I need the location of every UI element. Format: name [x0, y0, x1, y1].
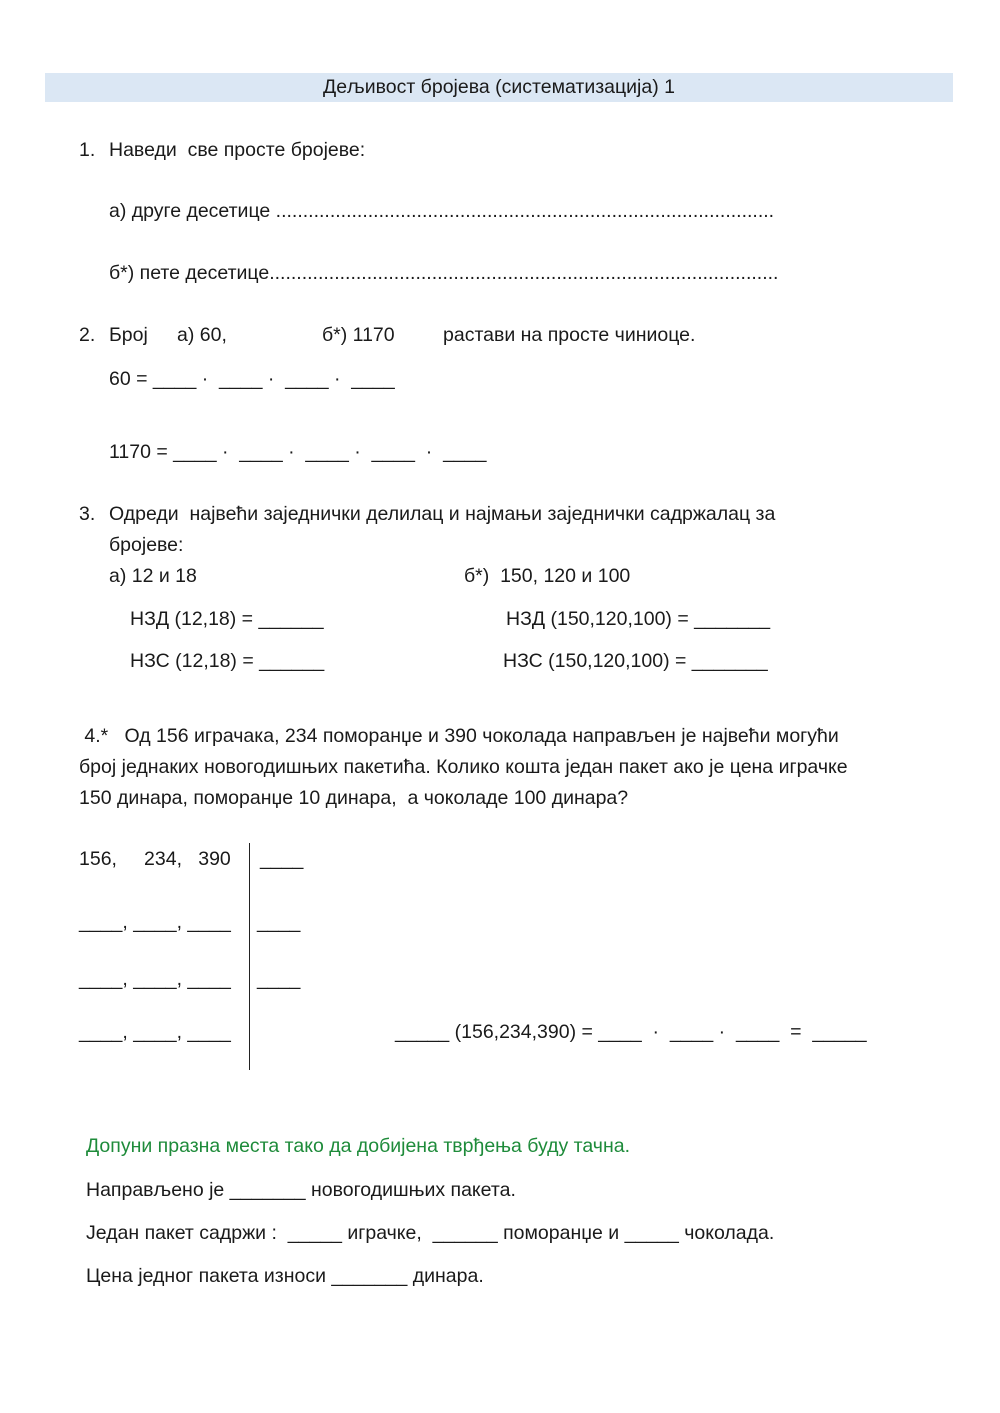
q4-result-formula: _____ (156,234,390) = ____ · ____ · ____ = _____	[395, 1021, 867, 1043]
fill-sentence-3: Цена једног пакета износи _______ динара.	[86, 1265, 484, 1287]
q3-text-line1: Одреди највећи заједнички делилац и најмањи заједнички садржалац за	[109, 503, 776, 525]
q2-label: Број	[109, 324, 148, 346]
fill-instruction: Допуни празна места тако да добијена тврђења буду тачна.	[86, 1135, 630, 1157]
q1-number: 1.	[79, 139, 96, 161]
q2-option-b: б*) 1170	[322, 324, 395, 346]
q4-division-row-3: ____, ____, ____	[79, 968, 231, 990]
worksheet-title: Дељивост бројева (систематизација) 1	[45, 73, 953, 102]
q3-number: 3.	[79, 503, 96, 525]
division-vertical-line	[249, 843, 250, 1070]
q3-nzs-a: НЗС (12,18) = ______	[130, 650, 325, 672]
q3-option-b: б*) 150, 120 и 100	[464, 565, 631, 587]
q2-factorization-1170: 1170 = ____ · ____ · ____ · ____ · ____	[109, 441, 487, 463]
q4-text-line1: 4.* Од 156 играчака, 234 поморанџе и 390 чоколада направљен је највећи могући	[79, 725, 839, 747]
q3-nzd-b: НЗД (150,120,100) = _______	[506, 608, 771, 630]
q2-number: 2.	[79, 324, 96, 346]
q1-text: Наведи све просте бројеве:	[109, 139, 366, 161]
q4-divisor-2: ____	[257, 911, 301, 933]
q4-division-row-4: ____, ____, ____	[79, 1021, 231, 1043]
q2-factorization-60: 60 = ____ · ____ · ____ · ____	[109, 368, 395, 390]
q4-division-row-2: ____, ____, ____	[79, 911, 231, 933]
q4-division-row-1: 156, 234, 390	[79, 848, 231, 870]
fill-sentence-2: Један пакет садржи : _____ играчке, ______ поморанџе и _____ чоколада.	[86, 1222, 775, 1244]
q4-text-line3: 150 динара, поморанџе 10 динара, а чоколаде 100 динара?	[79, 787, 629, 809]
q4-divisor-1: ____	[260, 848, 304, 870]
q2-option-a: а) 60,	[177, 324, 227, 346]
fill-sentence-1: Направљено је _______ новогодишњих пакета.	[86, 1179, 516, 1201]
q3-nzs-b: НЗС (150,120,100) = _______	[503, 650, 768, 672]
q1-answer-b: б*) пете десетице..............................................................................................	[109, 262, 779, 284]
q1-answer-a: а) друге десетице ............................................................................................	[109, 200, 775, 222]
q2-instruction: растави на просте чиниоце.	[443, 324, 696, 346]
q3-text-line2: бројеве:	[109, 534, 184, 556]
q3-option-a: а) 12 и 18	[109, 565, 197, 587]
q4-text-line2: број једнаких новогодишњих пакетића. Колико кошта један пакет ако је цена играчке	[79, 756, 848, 778]
q4-divisor-3: ____	[257, 968, 301, 990]
q3-nzd-a: НЗД (12,18) = ______	[130, 608, 324, 630]
